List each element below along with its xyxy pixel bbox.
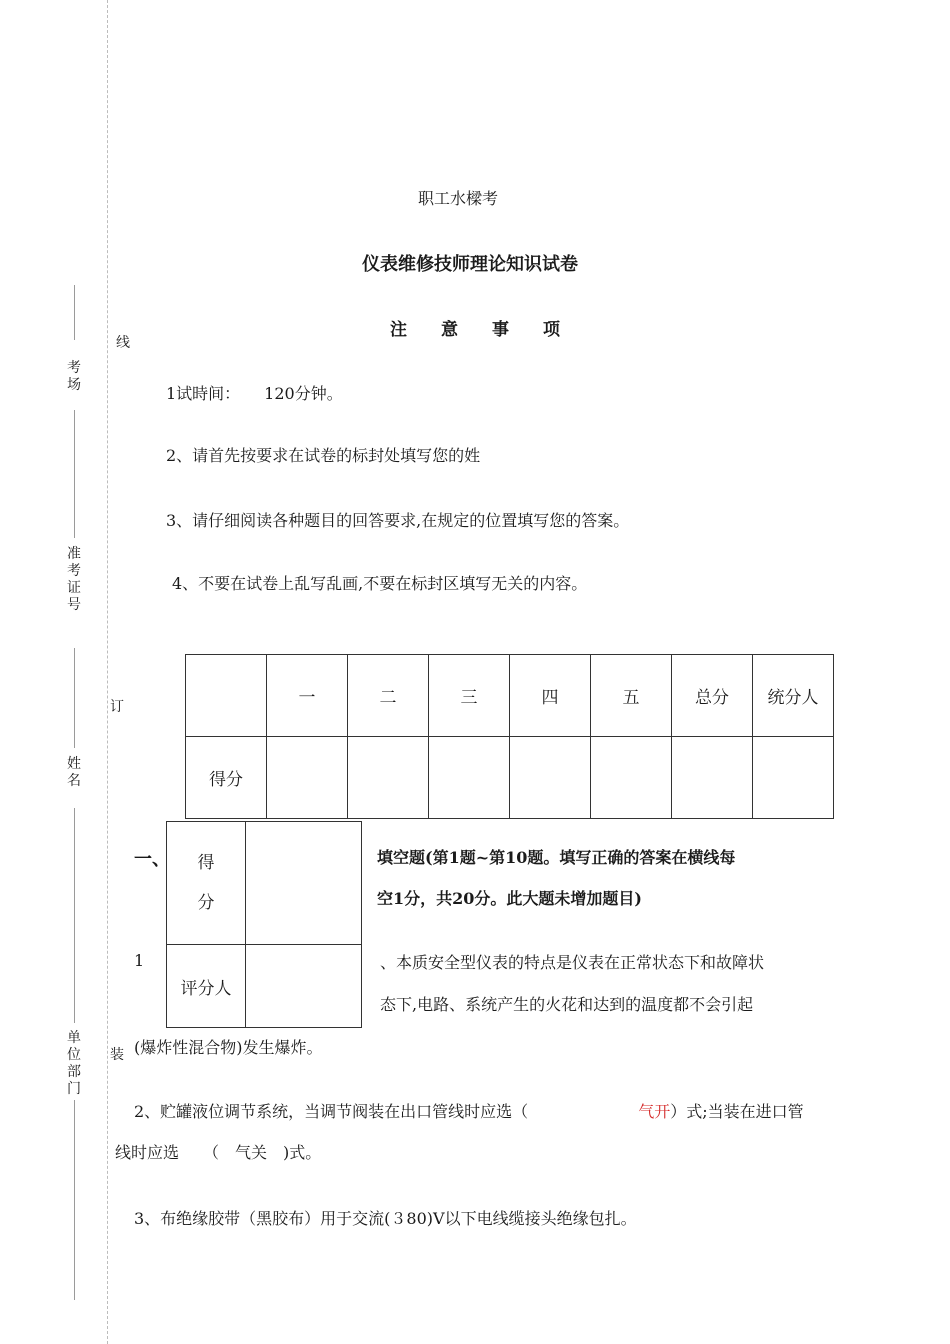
binding-mark-staple: 订 [110,699,124,715]
score-header-cell [186,655,267,737]
instruction-2: 2、请首先按要求在试卷的标封处填写您的姓 [166,446,481,465]
binding-rule [74,1100,75,1300]
score-header-cell: 二 [348,655,429,737]
grader-box [166,821,362,1028]
score-header-cell: 总分 [672,655,753,737]
exam-title: 仪表维修技师理论知识试卷 [362,254,578,275]
grader-person-cell[interactable] [246,945,362,1028]
question-2-line1 [134,1099,804,1122]
grader-score-cell[interactable] [246,822,362,945]
binding-mark-bind: 装 [110,1047,124,1063]
notice-title: 注 意 事 项 [390,320,560,340]
score-table [185,654,834,819]
score-header-cell: 一 [267,655,348,737]
instruction-1: 1试時间： 120分钟。 [166,384,343,403]
grader-person-label: 评分人 [167,945,246,1028]
score-row-label: 得分 [186,737,267,819]
question-2-answer-1: 气开 [638,1102,671,1121]
score-table-score-row [186,737,834,819]
score-entry-cell[interactable] [672,737,753,819]
section-title-line2: 空1分，共20分。此大题未增加题目) [377,889,642,908]
question-2-suffix: ）式;当装在进口管 [670,1102,804,1121]
question-1-line2: 态下,电路、系统产生的火花和达到的温度都不会引起 [380,995,754,1014]
organization-header: 职工水樑考 [418,189,499,208]
score-header-cell: 三 [429,655,510,737]
question-1-line3: (爆炸性混合物)发生爆炸。 [134,1038,323,1057]
instruction-3: 3、请仔细阅读各种题目的回答要求,在规定的位置填写您的答案。 [166,511,630,530]
binding-rule [74,410,75,538]
instruction-4: 4、不要在试卷上乱写乱画,不要在标封区填写无关的内容。 [172,574,588,593]
question-2-prefix: 2、贮罐液位调节系统，当调节阀装在出口管线时应选（ [134,1102,529,1121]
question-2-line2: 线时应选 （ 气关 )式。 [115,1143,322,1162]
grader-score-label [167,822,246,945]
score-header-cell: 统分人 [753,655,834,737]
score-entry-cell[interactable] [591,737,672,819]
binding-label-ticket-number: 准考证号 [67,546,81,613]
binding-rule [74,808,75,1023]
score-entry-cell[interactable] [348,737,429,819]
question-3: 3、布绝缘胶带（黑胶布）用于交流(３80)V以下电线缆接头绝缘包扎。 [134,1209,637,1228]
score-header-cell: 四 [510,655,591,737]
section-title-line1: 填空题(第1题~第10题。填写正确的答案在横线每 [377,848,736,867]
binding-rule [74,648,75,748]
binding-rule [74,285,75,340]
binding-dashed-line [107,0,108,1344]
score-entry-cell[interactable] [429,737,510,819]
binding-label-exam-room: 考场 [67,360,81,393]
score-entry-cell[interactable] [753,737,834,819]
binding-label-department: 单位部门 [67,1030,81,1097]
score-entry-cell[interactable] [267,737,348,819]
question-1-line1: 、本质安全型仪表的特点是仪表在正常状态下和故障状 [380,953,765,972]
score-entry-cell[interactable] [510,737,591,819]
binding-label-name: 姓名 [67,756,81,789]
score-header-cell: 五 [591,655,672,737]
grader-score-text: 得分 [197,853,215,913]
section-number: 一、 [134,849,170,870]
binding-mark-line: 线 [116,335,130,351]
question-1-number: 1 [134,951,145,970]
score-table-header-row [186,655,834,737]
